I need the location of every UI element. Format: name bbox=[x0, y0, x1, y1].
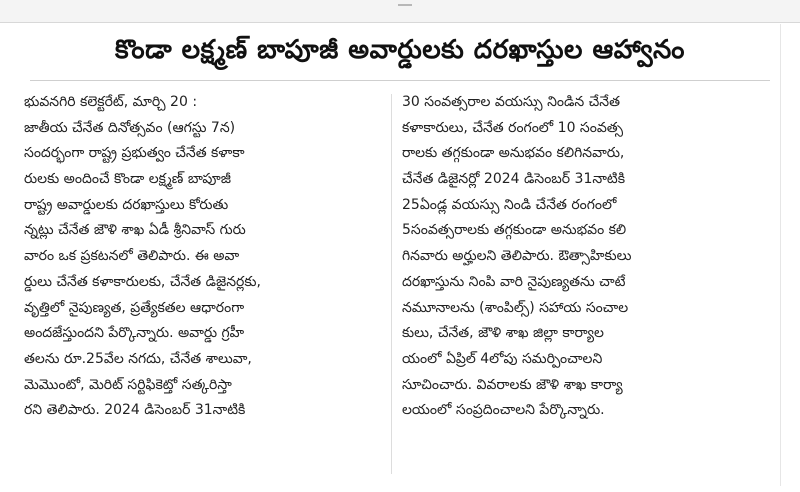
body-line: చేనేత డిజైనర్లో 2024 డిసెంబర్ 31నాటికి bbox=[402, 171, 626, 188]
headline-divider bbox=[30, 80, 770, 81]
body-line: మెమొంటో, మెరిట్ సర్టిఫికెట్తో సత్కరిస్తా bbox=[24, 376, 232, 393]
body-line: యంలో ఏప్రిల్ 4లోపు సమర్పించాలని bbox=[402, 350, 603, 367]
news-article bbox=[10, 24, 790, 486]
body-line: లయంలో సంప్రదించాలని పేర్కొన్నారు. bbox=[402, 402, 605, 419]
body-line: భువనగిరి కలెక్టరేట్, మార్చి 20 : bbox=[24, 94, 198, 110]
body-line: న్నట్లు చేనేత జౌళి శాఖ ఏడీ శ్రీనివాస్ గురు bbox=[24, 222, 246, 239]
body-line: కళాకారులు, చేనేత రంగంలో 10 సంవత్స bbox=[402, 119, 624, 136]
body-line: వారం ఒక ప్రకటనలో తెలిపారు. ఈ అవా bbox=[24, 248, 240, 265]
body-line: సందర్భంగా రాష్ట్ర ప్రభుత్వం చేనేత కళాకా bbox=[24, 145, 245, 162]
body-line: 25ఏండ్ల వయస్సు నిండి చేనేత రంగంలో bbox=[402, 196, 617, 213]
body-line: దరఖాస్తును నింపి వారి నైపుణ్యతను చాటే bbox=[402, 273, 626, 290]
body-line: రాలకు తగ్గకుండా అనుభవం కలిగినవారు, bbox=[402, 145, 625, 162]
body-line: 5సంవత్సరాలకు తగ్గకుండా అనుభవం కలి bbox=[402, 222, 627, 239]
page-right-edge bbox=[780, 24, 781, 486]
body-line: 30 సంవత్సరాల వయస్సు నిండిన చేనేత bbox=[402, 94, 620, 110]
body-line: గినవారు అర్హులని తెలిపారు. ఔత్సాహికులు bbox=[402, 248, 632, 265]
body-line: రని తెలిపారు. 2024 డిసెంబర్ 31నాటికి bbox=[24, 402, 246, 419]
body-line: ర్డులు చేనేత కళాకారులకు, చేనేత డిజైనర్లకు, bbox=[24, 273, 261, 290]
page-top-strip bbox=[0, 0, 800, 23]
body-line: రులకు అందించే కొండా లక్ష్మణ్ బాపూజీ bbox=[24, 171, 231, 188]
body-line: నమూనాలను (శాంపిల్స్) సహాయ సంచాల bbox=[402, 299, 629, 316]
body-line: జాతీయ చేనేత దినోత్సవం (ఆగస్టు 7న) bbox=[24, 119, 236, 136]
body-line: అందజేస్తుందని పేర్కొన్నారు. అవార్డు గ్రహీ bbox=[24, 325, 245, 342]
article-column-left bbox=[24, 90, 384, 424]
body-line: రాష్ట్ర అవార్డులకు దరఖాస్తులు కోరుతు bbox=[24, 196, 229, 213]
body-line: తలను రూ.25వేల నగదు, చేనేత శాలువా, bbox=[24, 350, 252, 367]
page-top-mark bbox=[398, 4, 412, 11]
column-divider bbox=[391, 94, 392, 474]
body-line: కులు, చేనేత, జౌళి శాఖ జిల్లా కార్యాల bbox=[402, 325, 604, 342]
article-column-right bbox=[402, 90, 758, 424]
article-headline: కొండా లక్ష్మణ్ బాపూజీ అవార్డులకు దరఖాస్తుల ఆహ్వానం bbox=[115, 35, 685, 65]
body-line: వృత్తిలో నైపుణ్యత, ప్రత్యేకతల ఆధారంగా bbox=[24, 299, 245, 316]
body-line: సూచించారు. వివరాలకు జౌళి శాఖ కార్యా bbox=[402, 376, 623, 393]
